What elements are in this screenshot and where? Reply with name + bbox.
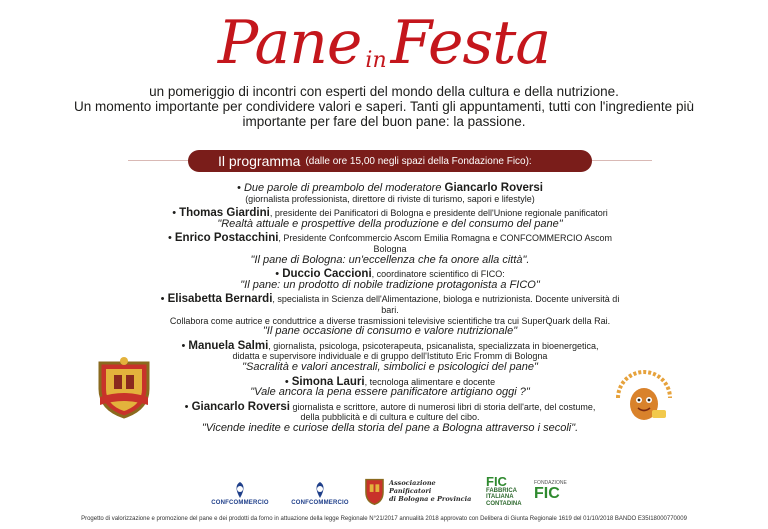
footer-note: Progetto di valorizzazione e promozione del pane e dei prodotti da forno in attuazione della legge Regionale N°21/2017 annualità 2018 approvato con Delibera di Giunta Regionale 1619 del 01/10/2018 BANDO E35I18000770009 <box>81 516 687 522</box>
speaker-name: Duccio Caccioni <box>282 268 372 281</box>
program-title: Il programma <box>218 153 301 169</box>
confcommercio-emblem-icon <box>309 480 331 500</box>
assoc-line-2: di Bologna e Provincia <box>388 495 472 503</box>
speaker-desc: giornalista e scrittore, autore di numerosi libri di storia dell'arte, del costume, <box>290 401 596 412</box>
confcommercio-label-1: CONFCOMMERCIO <box>211 500 269 506</box>
talk-title: "Vale ancora la pena essere panificatore artigiano oggi ?" <box>250 386 530 399</box>
talk-title: "Il pane di Bologna: un'eccellenza che fa onore alla città". <box>250 253 530 266</box>
talk-title: "Realtà attuale e prospettive della produzione e del consumo del pane" <box>217 217 563 230</box>
program-item: • Enrico Postacchini, Presidente Confcommercio Ascom Emilia Romagna e CONFCOMMERCIO Ascom Bologna "Il pane di Bologna: un'eccellenza che fa onore alla città". <box>167 232 613 266</box>
assoc-line-1: Associazione Panificatori <box>388 479 436 495</box>
program-item: • Duccio Caccioni, coordinatore scientifico di FICO: "Il pane: un prodotto di nobile tradizione protagonista a FICO" <box>240 268 540 291</box>
speaker-desc: (giornalista professionista, direttore di riviste di turismo, sapori e lifestyle) <box>245 193 535 204</box>
speaker-desc-2: Collabora come autrice e conduttrice a diverse trasmissioni televisive scientifiche tra cui SuperQuark della Rai. <box>169 315 611 326</box>
program-item: • Manuela Salmi, giornalista, psicologa, psicoterapeuta, psicanalista, specializzata in bioenergetica, didatta e supervisore individuale e di gruppo dell'Istituto Eric Fromm di Bologna "Sacralità e valori ancestrali, simbolici e psicologici del pane" <box>181 339 599 373</box>
speaker-desc: , presidente dei Panificatori di Bologna e presidente dell'Unione regionale panificatori <box>269 208 608 219</box>
shield-icon <box>364 476 385 506</box>
speaker-desc: , tecnologa alimentare e docente <box>364 376 496 387</box>
fic-logo <box>486 470 526 512</box>
program-note: (dalle ore 15,00 negli spazi della Fondazione Fico): <box>305 155 532 167</box>
fondazione-label: FONDAZIONE <box>534 480 567 486</box>
intro-line-3: importante per fare del buon pane: la passione. <box>242 114 526 129</box>
fondazione-fic-logo <box>534 470 578 512</box>
talk-title: "Il pane: un prodotto di nobile tradizione protagonista a FICO" <box>240 278 540 291</box>
fic-sub-1: FABBRICA <box>486 487 517 494</box>
talk-title: "Sacralità e valori ancestrali, simbolici e psicologici del pane" <box>242 360 538 373</box>
fondazione-fic-label: FIC <box>534 485 560 502</box>
speaker-desc: , Presidente Confcommercio Ascom Emilia Romagna e CONFCOMMERCIO Ascom Bologna <box>278 233 613 254</box>
speaker-name: Manuela Salmi <box>188 339 269 352</box>
confcommercio-logo-1 <box>204 470 276 512</box>
associazione-panificatori-logo <box>364 470 476 512</box>
program-item: • Simona Lauri, tecnologa alimentare e docente "Vale ancora la pena essere panificatore artigiano oggi ?" <box>250 375 530 399</box>
talk-title: "Vicende inedite e curiose della storia del pane a Bologna attraverso i secoli". <box>201 421 579 434</box>
program-list <box>160 183 620 437</box>
speaker-name: Thomas Giardini <box>179 207 270 220</box>
fic-label: FIC <box>486 473 507 489</box>
speaker-name: Enrico Postacchini <box>174 232 279 245</box>
title-festa: Festa <box>390 8 551 78</box>
speaker-name: Simona Lauri <box>291 375 365 388</box>
program-item: • Elisabetta Bernardi, specialista in Scienza dell'Alimentazione, biologa e nutrizionista. Docente università di bari. Collabora come autrice e conduttrice a diverse trasmissioni televisive scientifiche tra cui SuperQuark della Rai. "Il pane occasione di consumo e valore nutrizionale" <box>160 293 620 338</box>
speaker-desc-2: didatta e supervisore individuale e di gruppo dell'Istituto Eric Fromm di Bologna <box>232 351 548 362</box>
confcommercio-emblem-icon <box>229 480 251 500</box>
speaker-desc: , specialista in Scienza dell'Alimentazione, biologa e nutrizionista. Docente università di bari. <box>272 294 620 315</box>
fic-sub-2: ITALIANA <box>486 494 514 501</box>
bread-mascot-logo <box>612 366 676 430</box>
speaker-desc-2: della pubblicità e di cultura e culture del cibo. <box>300 412 480 423</box>
talk-title: "Il pane occasione di consumo e valore nutrizionale" <box>262 325 518 338</box>
program-banner <box>188 150 592 172</box>
speaker-name: Giancarlo Roversi <box>191 400 290 413</box>
fic-sub-3: CONTADINA <box>486 500 522 507</box>
title-in: in <box>365 48 387 73</box>
speaker-desc: , coordinatore scientifico di FICO: <box>371 269 505 280</box>
intro-line-1: un pomeriggio di incontri con esperti del mondo della cultura e della nutrizione. <box>149 84 619 99</box>
shield-emblem-logo <box>94 355 154 419</box>
program-item: • Giancarlo Roversi giornalista e scrittore, autore di numerosi libri di storia dell'arte, del costume, della pubblicità e di cultura e culture del cibo. "Vicende inedite e curiose della storia del pane a Bologna attraverso i secoli". <box>184 400 596 434</box>
confcommercio-label-2: CONFCOMMERCIO <box>291 500 349 506</box>
speaker-desc: , giornalista, psicologa, psicoterapeuta, psicanalista, specializzata in bioenergetica, <box>268 340 599 351</box>
program-item <box>160 183 620 204</box>
intro-text <box>60 84 708 129</box>
event-title <box>0 4 768 82</box>
speaker-name: Giancarlo Roversi <box>444 182 543 194</box>
confcommercio-logo-2 <box>284 470 356 512</box>
speaker-name: Elisabetta Bernardi <box>167 293 273 306</box>
intro-line-2: Un momento importante per condividere valori e saperi. Tanti gli appuntamenti, tutti con l'ingrediente più <box>74 99 694 114</box>
sponsor-logos <box>200 470 580 512</box>
item-lead: • Due parole di preambolo del moderatore <box>237 182 445 194</box>
title-pane: Pane <box>217 8 362 78</box>
program-item: • Thomas Giardini, presidente dei Panificatori di Bologna e presidente dell'Unione regionale panificatori "Realtà attuale e prospettive della produzione e del consumo del pane" <box>172 207 608 230</box>
